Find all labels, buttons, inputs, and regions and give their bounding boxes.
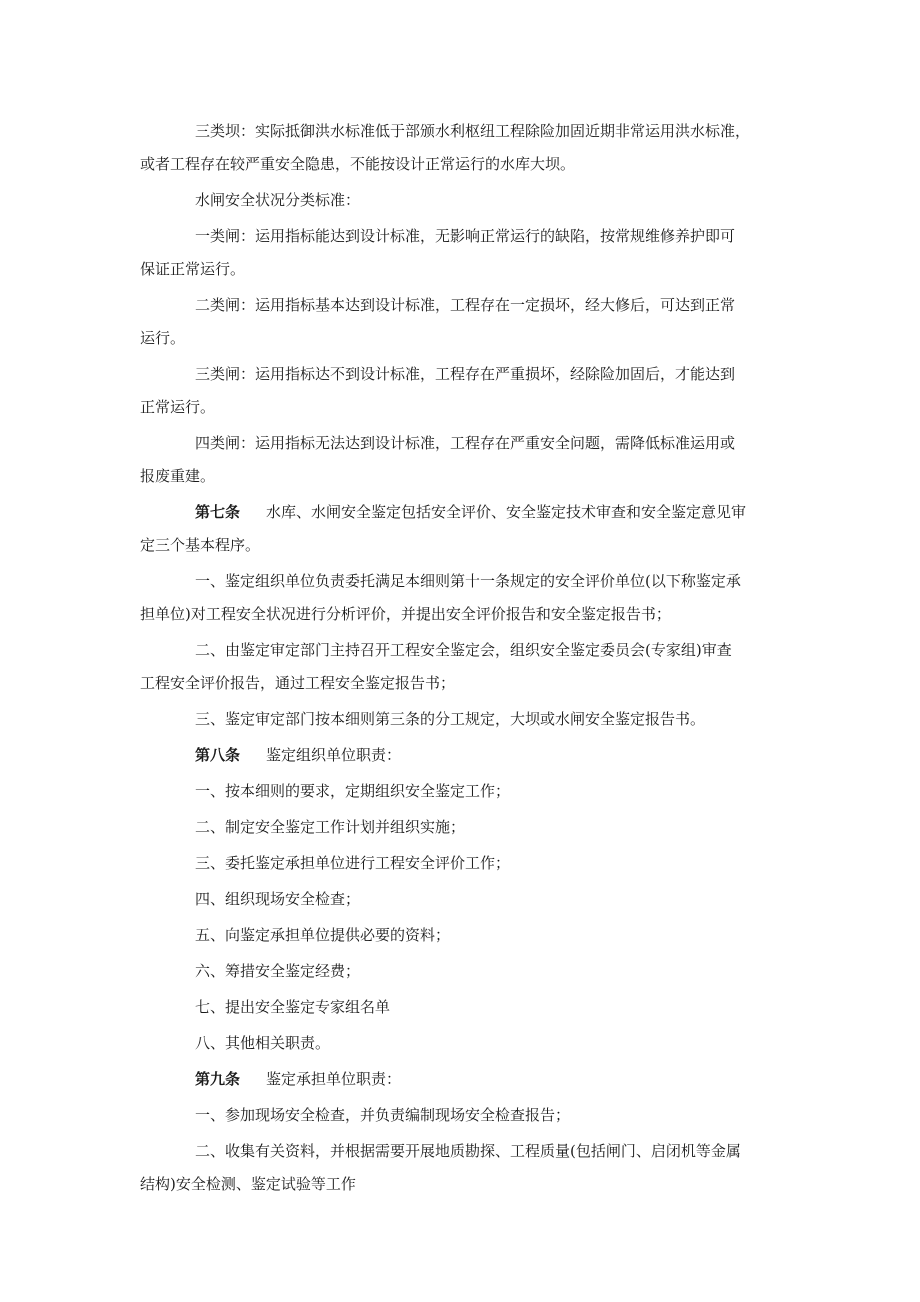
- text-line: 四类闸：运用指标无法达到设计标准，工程存在严重安全问题，需降低标准运用或: [195, 434, 736, 452]
- list-item: [140, 955, 783, 988]
- text-line: [140, 1063, 783, 1096]
- text-line: 二、制定安全鉴定工作计划并组织实施；: [195, 818, 466, 836]
- text-line: 一、按本细则的要求，定期组织安全鉴定工作；: [195, 782, 511, 800]
- text-line: 运行。: [140, 329, 186, 347]
- list-item: [140, 991, 783, 1024]
- text-line: 四、组织现场安全检查；: [195, 890, 361, 908]
- text-line: 三类坝：实际抵御洪水标准低于部颁水利枢纽工程除险加固近期非常运用洪水标准，: [195, 122, 751, 140]
- document-body: [140, 115, 783, 1204]
- paragraph: [140, 115, 783, 181]
- paragraph: [140, 427, 783, 493]
- article-text: 鉴定承担单位职责：: [266, 1070, 402, 1088]
- text-line: 一、鉴定组织单位负责委托满足本细则第十一条规定的安全评价单位(以下称鉴定承: [195, 572, 741, 590]
- text-line: 五、向鉴定承担单位提供必要的资料；: [195, 926, 451, 944]
- article-paragraph: [140, 1063, 783, 1096]
- text-line: 二、由鉴定审定部门主持召开工程安全鉴定会，组织安全鉴定委员会(专家组)审查: [195, 641, 732, 659]
- text-line: 担单位)对工程安全状况进行分析评价，并提出安全评价报告和安全鉴定报告书；: [140, 605, 671, 623]
- text-line: 一类闸：运用指标能达到设计标准，无影响正常运行的缺陷，按常规维修养护即可: [195, 227, 736, 245]
- list-item: [140, 1099, 783, 1132]
- text-line: 正常运行。: [140, 398, 216, 416]
- article-title: 第八条: [195, 746, 241, 764]
- article-text: 水库、水闸安全鉴定包括安全评价、安全鉴定技术审查和安全鉴定意见审: [266, 503, 747, 521]
- list-item: [140, 811, 783, 844]
- paragraph: [140, 565, 783, 631]
- text-line: 或者工程存在较严重安全隐患，不能按设计正常运行的水库大坝。: [140, 155, 576, 173]
- text-line: 二、收集有关资料，并根据需要开展地质勘探、工程质量(包括闸门、启闭机等金属: [195, 1142, 741, 1160]
- paragraph: [140, 358, 783, 424]
- text-line: 八、其他相关职责。: [195, 1034, 331, 1052]
- text-line: 保证正常运行。: [140, 260, 246, 278]
- text-line: 七、提出安全鉴定专家组名单: [195, 998, 391, 1016]
- article-text: 鉴定组织单位职责：: [266, 746, 402, 764]
- text-line: 三类闸：运用指标达不到设计标准，工程存在严重损坏，经除险加固后，才能达到: [195, 365, 736, 383]
- list-item: [140, 1135, 783, 1201]
- paragraph: [140, 634, 783, 700]
- list-item: [140, 775, 783, 808]
- text-line: [140, 496, 783, 529]
- paragraph: [140, 289, 783, 355]
- text-line: 报废重建。: [140, 467, 216, 485]
- paragraph: [140, 184, 783, 217]
- text-line: 三、鉴定审定部门按本细则第三条的分工规定，大坝或水闸安全鉴定报告书。: [195, 710, 706, 728]
- text-line: 三、委托鉴定承担单位进行工程安全评价工作；: [195, 854, 511, 872]
- paragraph: [140, 703, 783, 736]
- list-item: [140, 847, 783, 880]
- paragraph: [140, 220, 783, 286]
- text-line: 一、参加现场安全检查，并负责编制现场安全检查报告；: [195, 1106, 571, 1124]
- text-line: 结构)安全检测、鉴定试验等工作: [140, 1175, 356, 1193]
- article-paragraph: [140, 739, 783, 772]
- text-line: [140, 739, 783, 772]
- text-line: 定三个基本程序。: [140, 536, 261, 554]
- text-line: 工程安全评价报告，通过工程安全鉴定报告书；: [140, 674, 456, 692]
- article-title: 第七条: [195, 503, 241, 521]
- list-item: [140, 919, 783, 952]
- text-line: 二类闸：运用指标基本达到设计标准，工程存在一定损坏，经大修后，可达到正常: [195, 296, 736, 314]
- text-line: 水闸安全状况分类标准：: [195, 191, 361, 209]
- article-title: 第九条: [195, 1070, 241, 1088]
- article-paragraph: [140, 496, 783, 562]
- list-item: [140, 883, 783, 916]
- text-line: 六、筹措安全鉴定经费；: [195, 962, 361, 980]
- list-item: [140, 1027, 783, 1060]
